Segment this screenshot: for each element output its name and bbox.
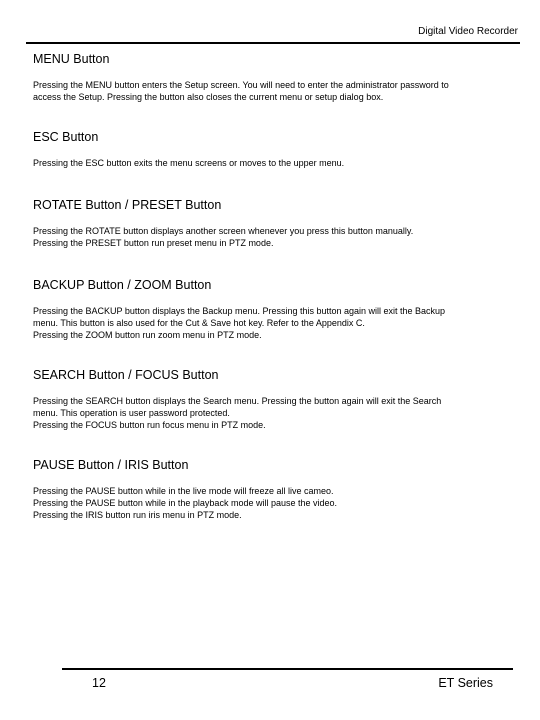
section-esc-button: [33, 130, 498, 169]
section-menu-button: [33, 52, 498, 103]
section-heading: ROTATE Button / PRESET Button: [33, 198, 222, 212]
paragraph-line: Pressing the ZOOM button run zoom menu in PTZ mode.: [33, 330, 262, 340]
section-backup-zoom-button: [33, 278, 498, 341]
paragraph-line: Pressing the SEARCH button displays the Search menu. Pressing the button again will exit the Search: [33, 396, 442, 406]
section-pause-iris-button: [33, 458, 498, 521]
footer-divider: [62, 668, 513, 670]
paragraph-line: Pressing the PAUSE button while in the playback mode will pause the video.: [33, 498, 338, 508]
document-header-title: Digital Video Recorder: [418, 26, 518, 37]
section-heading: ESC Button: [33, 130, 99, 144]
section-paragraph: [33, 79, 498, 103]
section-paragraph: [33, 225, 498, 249]
section-paragraph: [33, 485, 498, 521]
section-paragraph: [33, 157, 498, 169]
page-number: 12: [92, 676, 106, 690]
section-heading: SEARCH Button / FOCUS Button: [33, 368, 219, 382]
section-heading: PAUSE Button / IRIS Button: [33, 458, 189, 472]
paragraph-line: Pressing the PRESET button run preset menu in PTZ mode.: [33, 238, 274, 248]
paragraph-line: access the Setup. Pressing the button also closes the current menu or setup dialog box.: [33, 92, 384, 102]
paragraph-line: Pressing the IRIS button run iris menu in PTZ mode.: [33, 510, 242, 520]
product-series-label: ET Series: [438, 676, 493, 690]
section-heading: BACKUP Button / ZOOM Button: [33, 278, 212, 292]
paragraph-line: Pressing the PAUSE button while in the live mode will freeze all live cameo.: [33, 486, 334, 496]
section-paragraph: [33, 395, 498, 431]
paragraph-line: Pressing the BACKUP button displays the Backup menu. Pressing this button again will exit the Backup: [33, 306, 446, 316]
header-divider: [26, 42, 520, 44]
section-search-focus-button: [33, 368, 498, 431]
paragraph-line: Pressing the ROTATE button displays another screen whenever you press this button manually.: [33, 226, 414, 236]
paragraph-line: Pressing the MENU button enters the Setup screen. You will need to enter the administrator password to: [33, 80, 449, 90]
section-paragraph: [33, 305, 498, 341]
section-heading: MENU Button: [33, 52, 110, 66]
document-body: [33, 52, 498, 521]
paragraph-line: menu. This button is also used for the Cut & Save hot key. Refer to the Appendix C.: [33, 318, 365, 328]
paragraph-line: Pressing the ESC button exits the menu screens or moves to the upper menu.: [33, 158, 345, 168]
section-rotate-preset-button: [33, 198, 498, 249]
paragraph-line: Pressing the FOCUS button run focus menu in PTZ mode.: [33, 420, 266, 430]
paragraph-line: menu. This operation is user password protected.: [33, 408, 230, 418]
